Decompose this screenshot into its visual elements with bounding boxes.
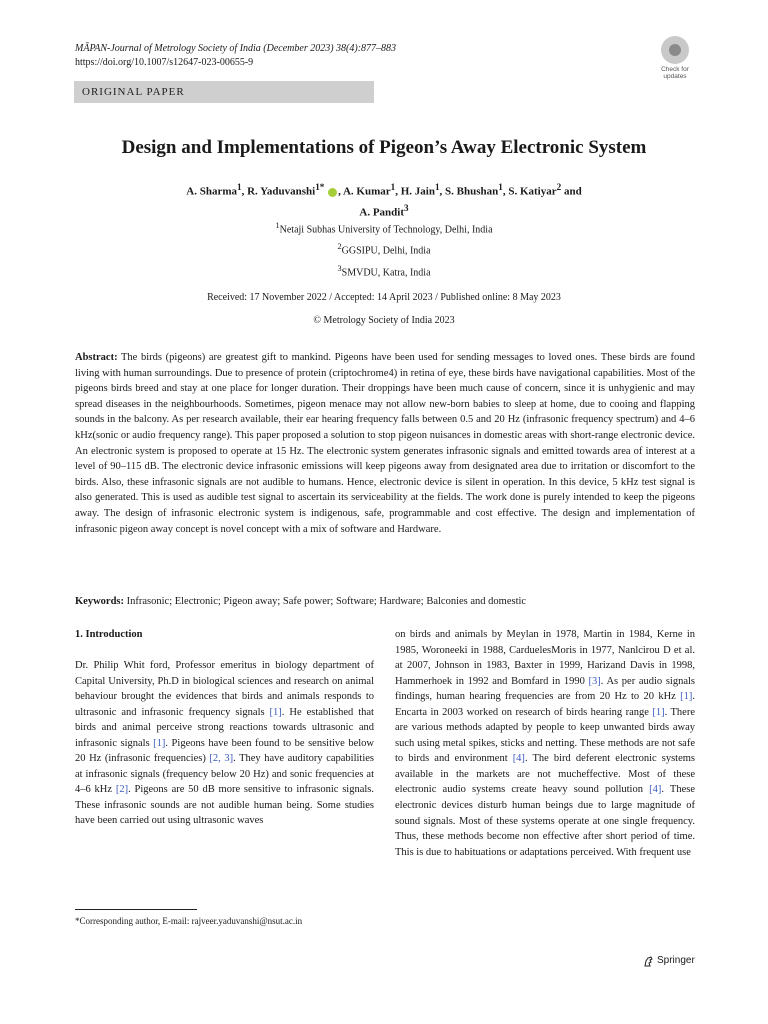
citation-link[interactable]: [1] [652,706,665,718]
corresponding-author-footnote: *Corresponding author, E-mail: rajveer.yaduvanshi@nsut.ac.in [75,916,303,926]
affiliation-1: $^1$Netaji Subhas University of Technology, Delhi, India [275,221,493,236]
badge-label: Check for updates [661,66,689,80]
copyright-notice: © Metrology Society of India 2023 [313,315,455,326]
section-heading-introduction: 1. Introduction [75,629,143,640]
springer-horse-icon [643,956,654,967]
publication-dates: Received: 17 November 2022 / Accepted: 14 April 2023 / Published online: 8 May 2023 [207,292,561,303]
keywords-text: Infrasonic; Electronic; Pigeon away; Safe power; Software; Hardware; Balconies and domestic [126,596,527,607]
citation-link[interactable]: [1] [269,706,282,718]
keywords [75,594,695,609]
paper-type-banner: ORIGINAL PAPER [74,81,374,103]
author-list: A. Sharma$^1$, R. Yaduvanshi$^{1*}$ , A. Kumar$^1$, H. Jain$^1$, S. Bhushan$^1$, S. Katiyar$^2$ and A. Pandit$^3$ [186,182,582,219]
intro-right-column: on birds and animals by Meylan in 1978, Martin in 1984, Kerne in 1985, Woroneeki in 1988, CarduelesMoris in 1977, Nanlcirou D et al. at 2007, Johnson in 1983, Baxter in 1999, Harizand Davis in 1998, Hammerhoek in 1992 and Bomfard in 1990 [3]. As per audio signals findings, human hearing frequencies are from 20 Hz to 20 kHz [1]. Encarta in 2003 worked on research of birds hearing range [1]. There are various methods adapted by people to keep unwanted birds away such using metal spikes, sticks and netting. These methods are not safe to birds and environment [4]. The bird deferent electronic systems available in the markets are not mucheffective. Most of these electronic audio systems create heavy sound pollution [4]. These electronic devices disturb human beings due to large magnitude of sound signals. Most of these systems operate at one single frequency. Thus, these methods become non effective after short period of time. This is due to habituations or adaptations perceived. With frequent use [395,629,696,858]
check-for-updates-badge[interactable] [657,36,693,80]
journal-citation: MĀPAN-Journal of Metrology Society of India (December 2023) 38(4):877–883 [75,43,397,54]
abstract-text: The birds (pigeons) are greatest gift to mankind. Pigeons have been used for sending messages to loved ones. These birds are found living with human surroundings. Due to presence of protein (criptochrome4) in retina of eye, these birds have navigational capabilities. Most of the pigeons birds breed and stay at one place for longer duration. Their droppings have been much cause of concern, since it is unhygienic and may spread diseases in the neighbourhoods. Sometimes, pigeon menace may not allow new-born babies to sleep at home, due to cooing and flapping sounds in the balcony. As per research available, their ear hearing frequency falls between 0.5 and 20 Hz (infrasonic frequency spectrum) and 4–6 kHz(sonic or audio frequency range). This paper proposed a solution to stop pigeon nuisances in domestic areas with short-range electronic device. An electronic system is proposed to operate at 15 Hz. The electronic system generates infrasonic signals and emitted towards area of interest at a level of 90–115 dB. The electronic device infrasonic emissions will keep pigeons away from designated area due to irritation or discomfort to the birds. Also, these infrasonic signals are not audible to humans. Hence, electronic device is silent in operation. In this device, 5 kHz test signal is also generated. This is used as audible test signal to ascertain its serviceability at the fields. The work done is purely intended to keep the pigeons away. The design of infrasonic electronic system is indigenous, safe, programmable and cost effective. The design and implementation of infrasonic pigeon away concept is novel concept with a mix of software and Hardware. [75,352,695,535]
paper-title: Design and Implementations of Pigeon’s Away Electronic System [121,137,647,158]
affiliation-2: $^2$GGSIPU, Delhi, India [337,242,431,257]
affiliation-3: $^3$SMVDU, Katra, India [337,264,431,279]
publisher-logo: Springer [643,954,695,968]
footnote-divider [75,909,197,910]
keywords-label: Keywords: [75,596,124,607]
citation-link[interactable]: [1] [153,737,166,749]
citation-link[interactable]: [1] [680,691,693,703]
check-updates-icon [661,36,689,64]
citation-link[interactable]: [4] [649,784,662,796]
abstract-label: Abstract: [75,352,118,363]
citation-link[interactable]: [2, 3] [209,753,234,765]
intro-left-column: Dr. Philip Whit ford, Professor emeritus in biology department of Capital University, Ph.D in biological sciences and research on animal behaviour brought the evidences that birds and animals responds to ultrasonic and infrasonic frequency signals [1]. He established that birds and animal perceive strong reactions towards ultrasonic and infrasonic signals [1]. Pigeons have been found to be sensitive below 20 Hz (infrasonic frequencies) [2, 3]. They have auditory capabilities at infrasonic signals (frequency below 20 Hz) and sonic frequencies at 4–6 kHz [2]. Pigeons are 50 dB more sensitive to infrasonic signals. These infrasonic sounds are not audible human being. Some studies have been carried out using ultrasonic waves [75,660,375,827]
doi-link[interactable]: https://doi.org/10.1007/s12647-023-00655-9 [75,57,254,68]
abstract [75,350,695,537]
citation-link[interactable]: [4] [512,753,525,765]
citation-link[interactable]: [2] [115,784,129,796]
citation-link[interactable]: [3] [588,675,601,687]
orcid-icon[interactable] [328,188,337,197]
